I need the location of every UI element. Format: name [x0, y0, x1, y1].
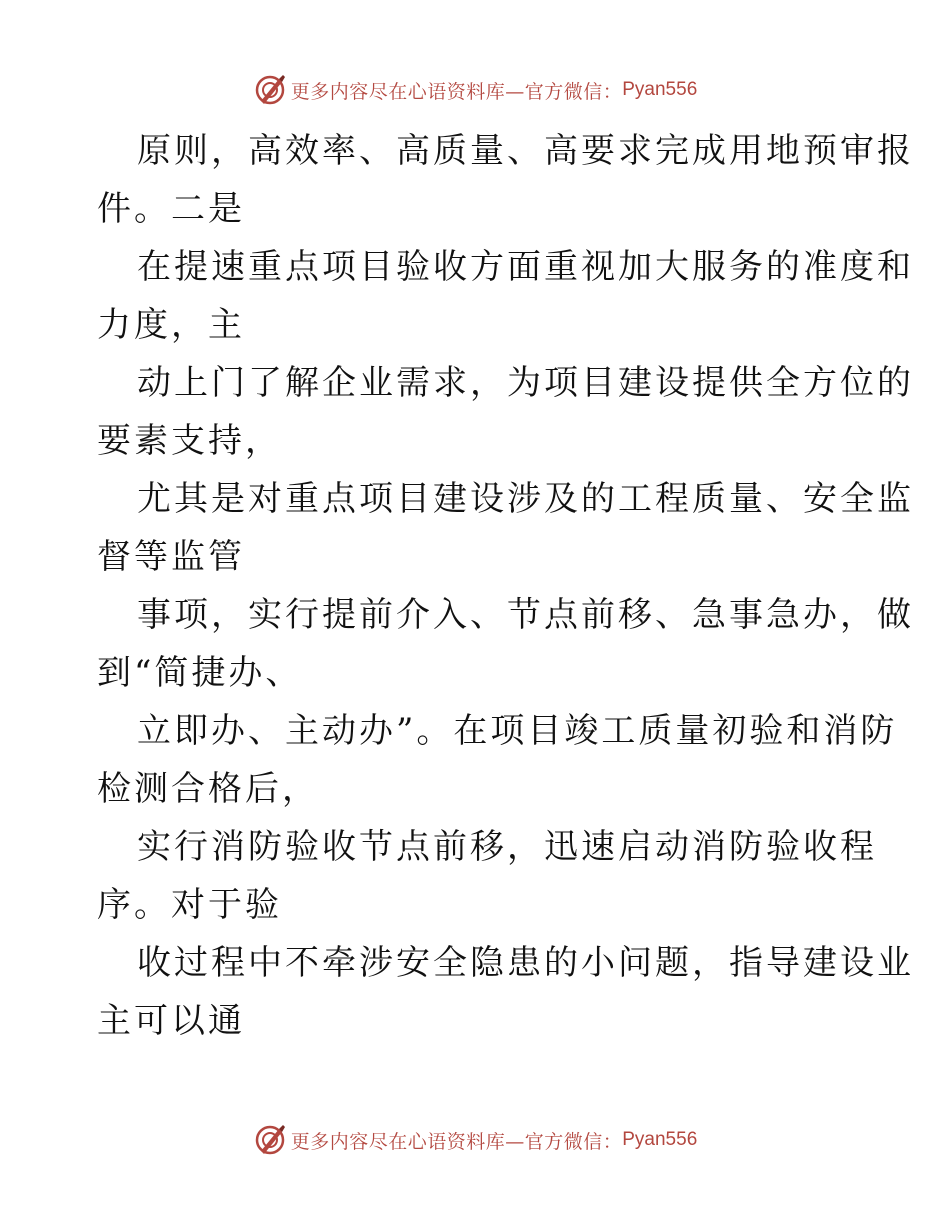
paragraph: [97, 354, 914, 470]
header-banner: [0, 70, 950, 110]
paragraph-line: 检测合格后，: [97, 769, 319, 809]
paragraph-line: 督等监管: [97, 537, 245, 577]
paragraph-line: 到“简捷办、: [97, 653, 303, 693]
paragraph-line: 动上门了解企业需求，为项目建设提供全方位的: [137, 363, 914, 403]
paragraph: [97, 818, 877, 934]
paragraph-line: 序。对于验: [97, 885, 282, 925]
pen-logo-icon: [253, 1123, 287, 1157]
paragraph-line: 在提速重点项目验收方面重视加大服务的准度和: [137, 247, 914, 287]
paragraph-line: 尤其是对重点项目建设涉及的工程质量、安全监: [137, 479, 914, 519]
paragraph: [97, 238, 914, 354]
paragraph-line: 实行消防验收节点前移，迅速启动消防验收程: [137, 827, 877, 867]
banner-wechat-id: Pyan556: [622, 79, 698, 100]
paragraph: [97, 470, 914, 586]
document-body: [97, 122, 914, 1050]
paragraph-line: 件。二是: [97, 189, 245, 229]
paragraph: [97, 702, 898, 818]
banner-wechat-id: Pyan556: [622, 1129, 698, 1150]
paragraph-line: 要素支持，: [97, 421, 282, 461]
paragraph: [97, 586, 914, 702]
paragraph-line: 原则，高效率、高质量、高要求完成用地预审报: [137, 131, 914, 171]
paragraph-line: 力度，主: [97, 305, 245, 345]
paragraph: [97, 122, 914, 238]
paragraph-line: 主可以通: [97, 1001, 245, 1041]
paragraph-line: 收过程中不牵涉安全隐患的小问题，指导建设业: [137, 943, 914, 983]
pen-logo-icon: [253, 73, 287, 107]
paragraph-line: 立即办、主动办”。在项目竣工质量初验和消防: [137, 711, 898, 751]
paragraph-line: 事项，实行提前介入、节点前移、急事急办，做: [137, 595, 914, 635]
paragraph: [97, 934, 914, 1050]
banner-text: 更多内容尽在心语资料库—官方微信：: [290, 80, 623, 103]
footer-banner: [0, 1120, 950, 1160]
banner-text: 更多内容尽在心语资料库—官方微信：: [290, 1130, 623, 1153]
